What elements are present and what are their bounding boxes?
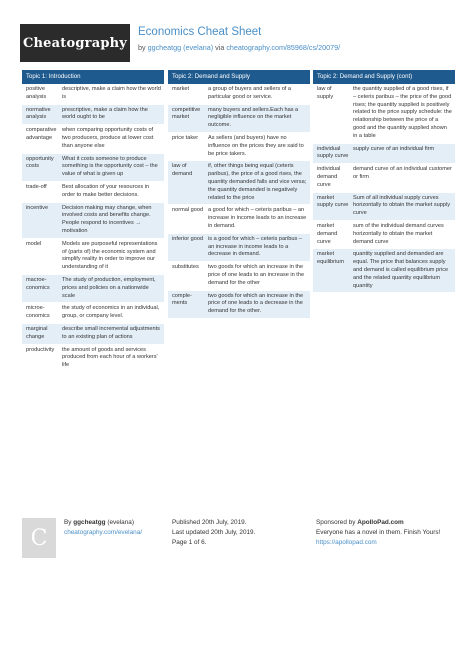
table-row <box>168 105 310 133</box>
page-title: Economics Cheat Sheet <box>138 26 262 38</box>
sponsor-line <box>316 518 456 528</box>
page-number: Page 1 of 6. <box>172 539 207 546</box>
term-cell: macroeconomics <box>26 276 50 291</box>
table-row <box>22 203 164 239</box>
term-cell: marginal change <box>26 325 48 340</box>
section-heading: Topic 1: Introduction <box>22 70 164 84</box>
term-table <box>22 84 164 373</box>
table-row <box>22 125 164 153</box>
table-row <box>22 303 164 324</box>
term-table <box>168 84 310 319</box>
term-cell: comparative advantage <box>26 127 57 141</box>
published-date: Published 20th July, 2019. <box>172 519 247 526</box>
byline-prefix: by <box>138 43 148 52</box>
term-cell: competitive market <box>172 106 201 121</box>
table-row <box>22 105 164 126</box>
footer-author <box>64 518 142 538</box>
column-demand-supply-cont <box>313 70 455 293</box>
table-row <box>22 345 164 373</box>
term-cell: law of demand <box>172 163 193 178</box>
table-row <box>22 84 164 105</box>
definition-cell: Decision making may change, when involved costs and benefits change. People respond to incentives → motivation <box>62 204 152 234</box>
table-row <box>313 221 455 249</box>
term-cell: positive analysis <box>26 86 47 100</box>
definition-cell: when comparing opportunity costs of two producers, produce at lower cost than anyone else <box>62 127 154 149</box>
sponsor-prefix: Sponsored by <box>316 519 358 526</box>
term-cell: market supply curve <box>317 194 349 209</box>
term-cell: normal good <box>172 207 204 214</box>
author-link[interactable]: ggcheatgg (evelana) <box>147 43 214 52</box>
definition-cell: The study of production, employment, prices and policies on a nationwide scale <box>62 276 156 299</box>
footer-author-line <box>64 518 142 528</box>
table-row <box>168 84 310 105</box>
definition-cell: describe small incremental adjustments to an existing plan of actions <box>62 325 160 340</box>
footer-by: By <box>64 519 74 526</box>
header <box>20 24 454 62</box>
table-row <box>313 193 455 221</box>
avatar-letter: C <box>30 525 48 551</box>
table-row <box>22 182 164 203</box>
sponsor-url[interactable]: https://apollopad.com <box>316 539 377 546</box>
table-row <box>22 275 164 303</box>
definition-cell: prescriptive, make a claim how the world ought to be <box>62 106 148 121</box>
table-row <box>22 324 164 345</box>
definition-cell: descriptive, make a claim how the world is <box>62 86 161 100</box>
term-cell: inferior good <box>172 235 204 242</box>
footer-dates <box>172 518 255 548</box>
footer-author-suffix: (evelana) <box>105 519 134 526</box>
definition-cell: Best allocation of your resources in order to make better decisions. <box>62 183 150 198</box>
term-cell: substitutes <box>172 264 199 271</box>
table-row <box>313 84 455 144</box>
footer <box>22 516 454 576</box>
table-row <box>168 291 310 319</box>
column-demand-supply <box>168 70 310 319</box>
table-row <box>313 164 455 192</box>
definition-cell: Models are purposeful representations of (parts of) the economic system and simplify reality in order to improve our understanding of it <box>62 240 158 271</box>
table-row <box>168 234 310 262</box>
definition-cell: What it costs someone to produce something is the opportunity cost – the value of what is given up <box>62 155 158 178</box>
definition-cell: the quantity supplied of a good rises, if – ceteris paribus – the price of the good rises; the quantity supplied is positively related to the price supply schedule: the relationship between the price of a good and the quantity supplied shown in a table <box>353 86 452 139</box>
cheatography-logo[interactable]: Cheatography <box>20 24 130 62</box>
term-cell: productivity <box>26 346 55 353</box>
definition-cell: sum of the individual demand curves horizontally to obtain the market demand curve <box>353 222 444 245</box>
definition-cell: if, other things being equal (ceteris paribus), the price of a good rises, the quantity demanded falls and vice versa; the quantity demanded is negatively related to the price <box>208 163 307 201</box>
section-heading: Topic 2: Demand and Supply (cont) <box>313 70 455 84</box>
term-cell: price taker <box>172 134 199 141</box>
term-cell: normative analysis <box>26 106 51 121</box>
table-row <box>168 262 310 290</box>
byline <box>138 43 340 52</box>
column-introduction <box>22 70 164 373</box>
term-cell: model <box>26 240 42 247</box>
table-row <box>168 205 310 233</box>
table-row <box>168 133 310 161</box>
definition-cell: a good for which – ceteris paribus – an increase in income leads to an increase in demand. <box>208 207 307 229</box>
definition-cell: the amount of goods and services produced from each hour of a workers' life <box>62 346 158 369</box>
definition-cell: supply curve of an individual firm <box>353 145 435 152</box>
byline-via: via <box>213 43 227 52</box>
definition-cell: Sum of all individual supply curves horizontally to obtain the market supply curve <box>353 194 451 217</box>
table-row <box>313 249 455 293</box>
term-cell: market equilibrium <box>317 251 345 266</box>
table-row <box>168 161 310 205</box>
definition-cell: is a good for which – ceteris paribus – an increase in income leads to a decrease in demand. <box>208 235 302 258</box>
term-cell: trade-off <box>26 183 47 190</box>
footer-author-name[interactable]: ggcheatgg <box>73 519 106 526</box>
term-cell: law of supply <box>317 86 334 100</box>
term-table <box>313 84 455 293</box>
table-row <box>22 239 164 275</box>
footer-sponsor <box>316 518 456 548</box>
table-row <box>22 154 164 182</box>
term-cell: incentive <box>26 204 49 211</box>
sponsor-text: Everyone has a novel in them. Finish Yours! <box>316 529 441 536</box>
definition-cell: many buyers and sellers.Each has a negligible influence on the market outcome. <box>208 106 299 129</box>
section-heading: Topic 2: Demand and Supply <box>168 70 310 84</box>
sheet-url-link[interactable]: cheatography.com/85968/cs/20079/ <box>226 43 341 52</box>
sponsor-name[interactable]: ApolloPad.com <box>357 519 404 526</box>
footer-author-url[interactable]: cheatography.com/evelana/ <box>64 529 143 536</box>
term-cell: market demand curve <box>317 222 338 245</box>
term-cell: individual supply curve <box>317 145 349 160</box>
table-row <box>313 144 455 165</box>
definition-cell: demand curve of an individual customer or firm <box>353 166 452 180</box>
definition-cell: quantity supplied and demanded are equal. The price that balances supply and demand is called equilibrium price and the related quantity equilibrium quantity <box>353 251 449 289</box>
updated-date: Last updated 20th July, 2019. <box>172 529 256 536</box>
term-cell: complements <box>172 292 192 307</box>
term-cell: opportunity costs <box>26 155 54 170</box>
definition-cell: the study of economics in an individual, group, or company level. <box>62 305 160 320</box>
author-avatar <box>22 518 56 558</box>
term-cell: microeconomics <box>26 305 50 320</box>
definition-cell: a group of buyers and sellers of a particular good or service. <box>208 86 292 100</box>
term-cell: market <box>172 86 190 92</box>
definition-cell: two goods for which an increase in the price of one leads to an increase in the demand for the other <box>208 264 305 286</box>
definition-cell: two goods for which an increase in the price of one leads to a decrease in the demand for the other. <box>208 292 304 315</box>
term-cell: individual demand curve <box>317 166 341 188</box>
definition-cell: As sellers (and buyers) have no influence on the prices they are said to be price takers. <box>208 134 304 157</box>
